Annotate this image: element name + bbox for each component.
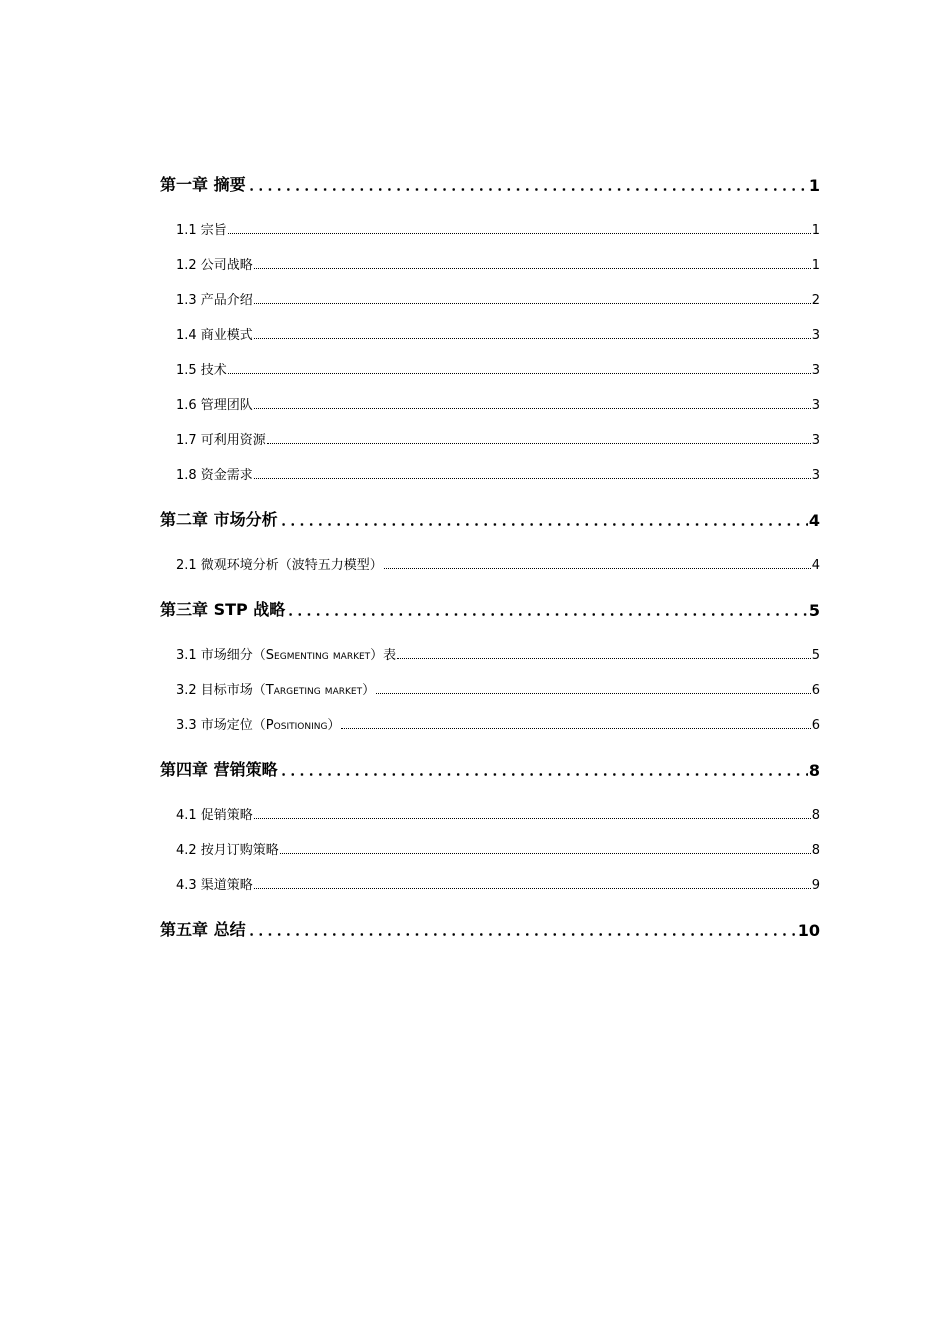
toc-section-entry[interactable] bbox=[176, 325, 820, 343]
toc-entry-page: 5 bbox=[811, 648, 820, 663]
dot-leader bbox=[280, 853, 811, 854]
toc-entry-title: 2.1 微观环境分析（波特五力模型） bbox=[176, 558, 383, 573]
toc-chapter-entry[interactable] bbox=[160, 598, 820, 620]
toc-entry-page: 3 bbox=[811, 363, 820, 378]
toc-entry-title: 3.3 市场定位（Positioning） bbox=[176, 718, 341, 733]
toc-entry-page: 10 bbox=[797, 921, 820, 940]
toc-section-entry[interactable] bbox=[176, 255, 820, 273]
toc-entry-page: 6 bbox=[811, 718, 820, 733]
toc-section-entry[interactable] bbox=[176, 465, 820, 483]
toc-entry-title: 第二章 市场分析 bbox=[160, 510, 278, 529]
dot-leader bbox=[254, 268, 811, 269]
toc-entry-title: 1.1 宗旨 bbox=[176, 223, 227, 238]
toc-entry-title: 3.2 目标市场（Targeting market） bbox=[176, 683, 376, 698]
toc-entry-page: 8 bbox=[811, 808, 820, 823]
toc-entry-title: 1.4 商业模式 bbox=[176, 328, 253, 343]
toc-chapter-entry[interactable] bbox=[160, 758, 820, 780]
dot-leader bbox=[397, 658, 811, 659]
toc-entry-title: 4.3 渠道策略 bbox=[176, 878, 253, 893]
dot-leader bbox=[341, 728, 810, 729]
toc-entry-title: 1.6 管理团队 bbox=[176, 398, 253, 413]
toc-entry-page: 1 bbox=[811, 258, 820, 273]
toc-section-entry[interactable] bbox=[176, 360, 820, 378]
toc-section-entry[interactable] bbox=[176, 430, 820, 448]
toc-entry-title: 第一章 摘要 bbox=[160, 175, 246, 194]
toc-entry-title: 1.7 可利用资源 bbox=[176, 433, 266, 448]
dot-leader bbox=[384, 568, 811, 569]
dot-leader bbox=[254, 408, 811, 409]
toc-section-entry[interactable] bbox=[176, 715, 820, 733]
toc-entry-page: 4 bbox=[811, 558, 820, 573]
dot-leader bbox=[286, 613, 808, 616]
toc-section-entry[interactable] bbox=[176, 645, 820, 663]
toc-entry-page: 3 bbox=[811, 398, 820, 413]
dot-leader bbox=[267, 443, 811, 444]
toc-entry-page: 2 bbox=[811, 293, 820, 308]
toc-entry-page: 9 bbox=[811, 878, 820, 893]
dot-leader bbox=[228, 233, 811, 234]
toc-entry-page: 8 bbox=[811, 843, 820, 858]
toc-chapter-entry[interactable] bbox=[160, 173, 820, 195]
toc-entry-title: 1.5 技术 bbox=[176, 363, 227, 378]
toc-section-entry[interactable] bbox=[176, 555, 820, 573]
dot-leader bbox=[228, 373, 811, 374]
dot-leader bbox=[279, 523, 808, 526]
toc-entry-title: 3.1 市场细分（Segmenting market）表 bbox=[176, 648, 397, 663]
dot-leader bbox=[247, 188, 808, 191]
toc-entry-page: 3 bbox=[811, 468, 820, 483]
dot-leader bbox=[254, 478, 811, 479]
toc-section-entry[interactable] bbox=[176, 395, 820, 413]
toc-entry-page: 6 bbox=[811, 683, 820, 698]
toc-section-entry[interactable] bbox=[176, 220, 820, 238]
toc-entry-title: 1.2 公司战略 bbox=[176, 258, 253, 273]
toc-entry-page: 3 bbox=[811, 433, 820, 448]
toc-section-entry[interactable] bbox=[176, 875, 820, 893]
dot-leader bbox=[254, 888, 811, 889]
toc-entry-page: 3 bbox=[811, 328, 820, 343]
toc-chapter-entry[interactable] bbox=[160, 918, 820, 940]
toc-section-entry[interactable] bbox=[176, 805, 820, 823]
dot-leader bbox=[254, 303, 811, 304]
dot-leader bbox=[254, 338, 811, 339]
toc-chapter-entry[interactable] bbox=[160, 508, 820, 530]
dot-leader bbox=[254, 818, 811, 819]
toc-entry-title: 第三章 STP 战略 bbox=[160, 600, 286, 619]
toc-entry-title: 1.8 资金需求 bbox=[176, 468, 253, 483]
toc-entry-title: 第四章 营销策略 bbox=[160, 760, 278, 779]
toc-entry-title: 第五章 总结 bbox=[160, 920, 246, 939]
dot-leader bbox=[247, 933, 797, 936]
toc-entry-title: 4.1 促销策略 bbox=[176, 808, 253, 823]
dot-leader bbox=[279, 773, 808, 776]
toc-section-entry[interactable] bbox=[176, 290, 820, 308]
toc-entry-page: 1 bbox=[808, 176, 820, 195]
toc-entry-page: 4 bbox=[808, 511, 820, 530]
toc-section-entry[interactable] bbox=[176, 840, 820, 858]
toc-entry-page: 8 bbox=[808, 761, 820, 780]
dot-leader bbox=[376, 693, 811, 694]
toc-entry-title: 1.3 产品介绍 bbox=[176, 293, 253, 308]
toc-entry-page: 1 bbox=[811, 223, 820, 238]
toc-section-entry[interactable] bbox=[176, 680, 820, 698]
toc-entry-title: 4.2 按月订购策略 bbox=[176, 843, 279, 858]
toc-entry-page: 5 bbox=[808, 601, 820, 620]
